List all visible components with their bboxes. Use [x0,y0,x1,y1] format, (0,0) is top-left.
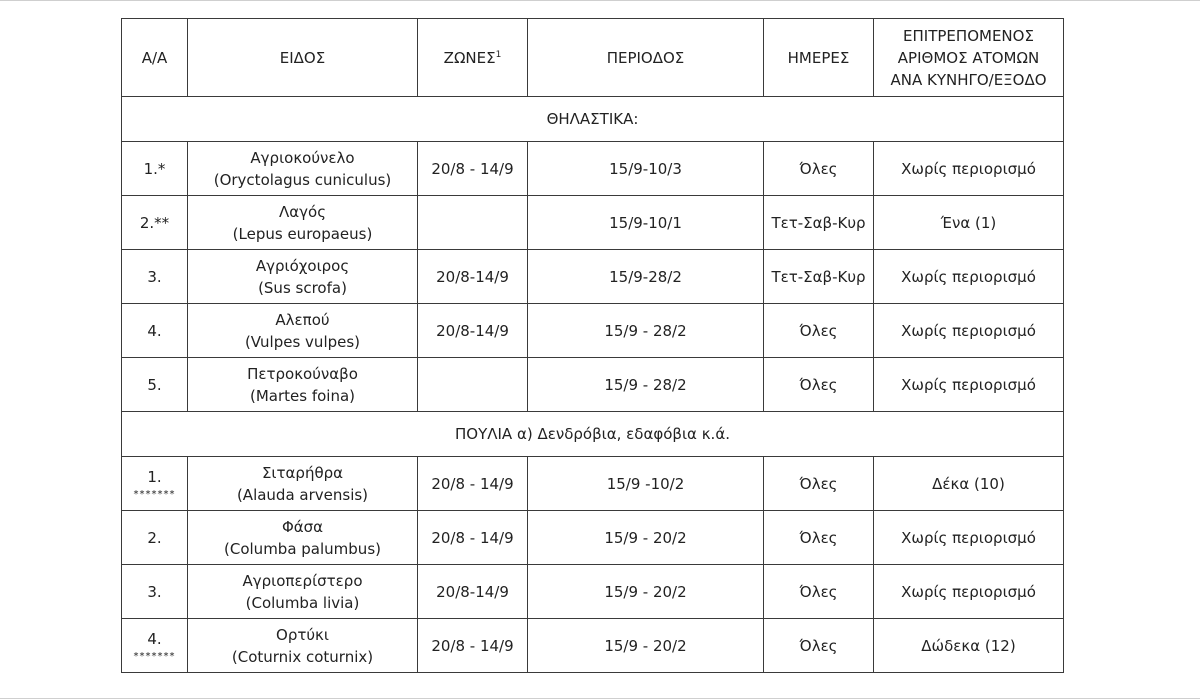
period-cell: 15/9 - 28/2 [528,358,764,412]
zones-cell: 20/8 - 14/9 [418,619,528,673]
top-rule [0,0,1200,1]
row-note-asterisks: ******* [133,488,176,500]
row-number: 2. [147,528,162,547]
period-cell: 15/9 - 20/2 [528,619,764,673]
row-number-cell [122,196,188,250]
header-aa: Α/Α [122,19,188,97]
zones-cell [418,196,528,250]
days-cell: Όλες [764,511,874,565]
species-cell [188,565,418,619]
header-allowed-line1: ΕΠΙΤΡΕΠΟΜΕΝΟΣ [903,26,1034,45]
species-latin-name: (Vulpes vulpes) [244,332,361,351]
allowed-count-cell: Χωρίς περιορισμό [874,358,1064,412]
species-common-name: Αγριόχοιρος [255,256,350,275]
period-cell: 15/9 - 20/2 [528,565,764,619]
species-cell [188,304,418,358]
row-number-cell [122,565,188,619]
row-number: 5. [147,375,162,394]
table-row [122,142,1064,196]
header-allowed-line2: ΑΡΙΘΜΟΣ ΑΤΟΜΩΝ [897,48,1040,67]
row-number: 4. [147,321,162,340]
row-number: 3. [147,582,162,601]
bird-rows [122,457,1064,673]
zones-cell: 20/8-14/9 [418,250,528,304]
header-row [122,19,1064,97]
table-row [122,196,1064,250]
period-cell: 15/9-28/2 [528,250,764,304]
species-common-name: Ορτύκι [276,625,329,644]
header-allowed [874,19,1064,97]
species-common-name: Αλεπού [275,310,330,329]
allowed-count-cell: Χωρίς περιορισμό [874,142,1064,196]
row-number-cell [122,304,188,358]
row-note-asterisks: ******* [133,650,176,662]
zones-cell: 20/8-14/9 [418,565,528,619]
allowed-count-cell: Χωρίς περιορισμό [874,304,1064,358]
species-common-name: Σιταρήθρα [261,463,344,482]
row-number: 4. [147,629,162,648]
hunting-table-container [121,18,1063,673]
species-latin-name: (Lepus europaeus) [232,224,373,243]
days-cell: Όλες [764,304,874,358]
allowed-count-cell: Δέκα (10) [874,457,1064,511]
species-cell [188,196,418,250]
row-number: 1.* [143,159,166,178]
zones-cell: 20/8-14/9 [418,304,528,358]
days-cell: Όλες [764,565,874,619]
days-cell: Όλες [764,619,874,673]
zones-cell: 20/8 - 14/9 [418,142,528,196]
species-cell [188,142,418,196]
table-row [122,619,1064,673]
header-zones-footnote: 1 [495,49,502,60]
period-cell: 15/9-10/1 [528,196,764,250]
species-cell [188,358,418,412]
section-title-birds: ΠΟΥΛΙΑ α) Δενδρόβια, εδαφόβια κ.ά. [122,412,1064,457]
days-cell: Όλες [764,358,874,412]
days-cell: Όλες [764,142,874,196]
table-row [122,511,1064,565]
row-number-cell [122,142,188,196]
period-cell: 15/9 - 20/2 [528,511,764,565]
header-species: ΕΙΔΟΣ [188,19,418,97]
allowed-count-cell: Χωρίς περιορισμό [874,250,1064,304]
allowed-count-cell: Ένα (1) [874,196,1064,250]
species-cell [188,250,418,304]
days-cell: Τετ-Σαβ-Κυρ [764,250,874,304]
zones-cell: 20/8 - 14/9 [418,511,528,565]
row-number-cell [122,511,188,565]
row-number-cell [122,619,188,673]
row-number: 2.** [139,213,170,232]
table-row [122,358,1064,412]
row-number: 1. [147,467,162,486]
species-latin-name: (Coturnix coturnix) [231,647,374,666]
species-latin-name: (Alauda arvensis) [236,485,369,504]
table-row [122,250,1064,304]
section-row-mammals [122,97,1064,142]
row-number-cell [122,250,188,304]
header-zones [418,19,528,97]
species-common-name: Λαγός [278,202,326,221]
species-cell [188,619,418,673]
zones-cell [418,358,528,412]
section-row-birds [122,412,1064,457]
species-latin-name: (Martes foina) [249,386,356,405]
days-cell: Τετ-Σαβ-Κυρ [764,196,874,250]
species-cell [188,511,418,565]
section-title-mammals: ΘΗΛΑΣΤΙΚΑ: [122,97,1064,142]
table-row [122,304,1064,358]
header-zones-label: ΖΩΝΕΣ [443,48,496,67]
species-common-name: Φάσα [281,517,324,536]
table-row [122,565,1064,619]
species-common-name: Αγριοκούνελο [250,148,355,167]
species-cell [188,457,418,511]
row-number-cell [122,358,188,412]
days-cell: Όλες [764,457,874,511]
header-period: ΠΕΡΙΟΔΟΣ [528,19,764,97]
species-common-name: Πετροκούναβο [247,364,358,383]
row-number-cell [122,457,188,511]
header-allowed-line3: ΑΝΑ ΚΥΝΗΓΟ/ΕΞΟΔΟ [890,70,1047,89]
species-latin-name: (Oryctolagus cuniculus) [213,170,392,189]
species-latin-name: (Columba livia) [245,593,360,612]
table-row [122,457,1064,511]
species-latin-name: (Columba palumbus) [224,539,381,558]
species-common-name: Αγριοπερίστερο [242,571,363,590]
period-cell: 15/9-10/3 [528,142,764,196]
allowed-count-cell: Χωρίς περιορισμό [874,565,1064,619]
allowed-count-cell: Δώδεκα (12) [874,619,1064,673]
hunting-season-table [121,18,1064,673]
row-number: 3. [147,267,162,286]
zones-cell: 20/8 - 14/9 [418,457,528,511]
mammal-rows [122,142,1064,412]
bottom-rule [0,698,1200,699]
species-latin-name: (Sus scrofa) [258,278,347,297]
period-cell: 15/9 - 28/2 [528,304,764,358]
allowed-count-cell: Χωρίς περιορισμό [874,511,1064,565]
header-days: ΗΜΕΡΕΣ [764,19,874,97]
period-cell: 15/9 -10/2 [528,457,764,511]
